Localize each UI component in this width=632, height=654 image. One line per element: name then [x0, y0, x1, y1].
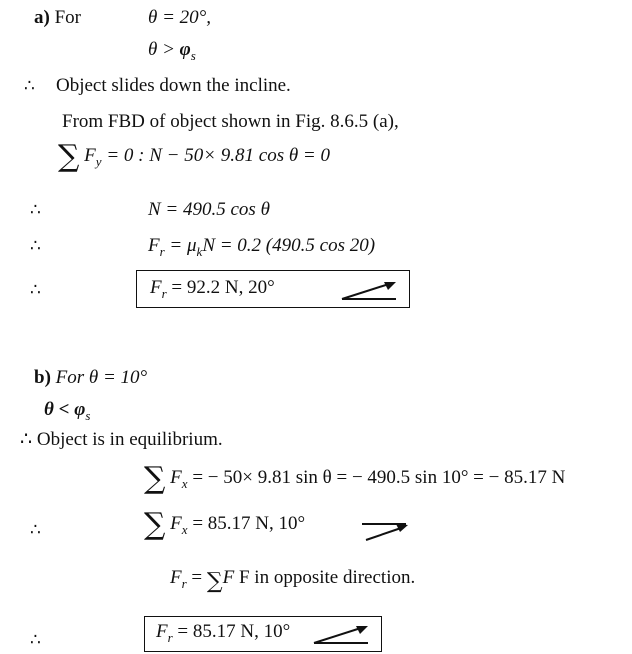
fbd-statement: From FBD of object shown in Fig. 8.6.5 (a),	[62, 111, 399, 132]
incline-arrow-up-icon	[312, 624, 372, 646]
part-b-header	[34, 366, 147, 390]
opposite-tail: F in opposite direction.	[234, 567, 416, 588]
fr-sub: r	[181, 576, 187, 591]
sigma-symbol: ∑	[144, 507, 166, 542]
phi-symbol: φ	[179, 39, 191, 60]
sigma-symbol: ∑	[206, 569, 223, 594]
fx-sub: x	[181, 476, 188, 491]
theta-gt-phi	[148, 38, 196, 68]
sigma-symbol: ∑	[144, 461, 166, 496]
part-a-header	[34, 6, 81, 30]
incline-arrow-up-icon	[340, 280, 400, 302]
sigma-symbol: ∑	[58, 139, 80, 174]
n-eq-text: N = 490.5 cos θ	[148, 199, 270, 220]
fy-sub: y	[95, 154, 102, 169]
therefore-symbol: ∴	[24, 76, 35, 96]
phi-sub: s	[190, 48, 196, 63]
theta-equation	[148, 6, 211, 30]
fy-rhs: = 0 : N − 50× 9.81 cos θ = 0	[101, 145, 331, 166]
boxed-result-b-text	[156, 620, 290, 650]
fr-letter: F	[156, 621, 168, 642]
fy-letter: F	[84, 145, 96, 166]
theta-eq-text: θ = 20°,	[148, 7, 212, 28]
fx-letter: F	[170, 467, 182, 488]
fx2-rhs: = 85.17 N, 10°	[187, 513, 306, 534]
equilibrium-text: Object is in equilibrium.	[36, 429, 223, 450]
fr-opposite-statement	[170, 566, 415, 596]
theta-lt-text: θ <	[44, 399, 75, 420]
sum-fx-equation	[144, 461, 566, 496]
theta-gt-text: θ >	[148, 39, 180, 60]
mu-sub: k	[196, 244, 203, 259]
part-a-label: a)	[34, 7, 50, 28]
therefore-inline: ∴	[20, 429, 33, 450]
f-letter: F	[222, 567, 235, 588]
therefore-symbol: ∴	[30, 236, 41, 256]
fr-letter: F	[170, 567, 182, 588]
phi-sub: s	[85, 408, 91, 423]
fr-opposite-eq: =	[186, 567, 207, 588]
fx-letter: F	[170, 513, 182, 534]
sum-fy-equation	[58, 139, 331, 174]
therefore-symbol: ∴	[30, 200, 41, 220]
fr-mu-equation	[148, 234, 375, 264]
boxed-b-rhs: = 85.17 N, 10°	[172, 621, 291, 642]
fr-letter: F	[150, 277, 162, 298]
fr-sub: r	[161, 286, 167, 301]
slides-statement: Object slides down the incline.	[56, 75, 291, 96]
therefore-symbol: ∴	[30, 630, 41, 650]
incline-arrow-down-icon	[360, 520, 410, 542]
part-b-for: For θ = 10°	[55, 367, 148, 388]
part-b-label: b)	[34, 367, 51, 388]
part-a-for: For	[54, 7, 81, 28]
boxed-result-a-text	[150, 276, 275, 306]
fr-sub: r	[159, 244, 165, 259]
n-equation	[148, 198, 270, 222]
phi-symbol: φ	[74, 399, 86, 420]
fx-sub: x	[181, 522, 188, 537]
boxed-a-rhs: = 92.2 N, 20°	[166, 277, 275, 298]
therefore-symbol: ∴	[30, 280, 41, 300]
therefore-symbol: ∴	[30, 520, 41, 540]
fr-eq-rhs: = μ	[164, 235, 197, 256]
equilibrium-statement	[20, 428, 223, 452]
theta-lt-phi	[44, 398, 90, 428]
fr-letter: F	[148, 235, 160, 256]
fr-sub: r	[167, 630, 173, 645]
fr-eq-tail: N = 0.2 (490.5 cos 20)	[202, 235, 376, 256]
fx-rhs: = − 50× 9.81 sin θ = − 490.5 sin 10° = − 85.17 N	[187, 467, 566, 488]
sum-fx-result	[144, 507, 306, 542]
